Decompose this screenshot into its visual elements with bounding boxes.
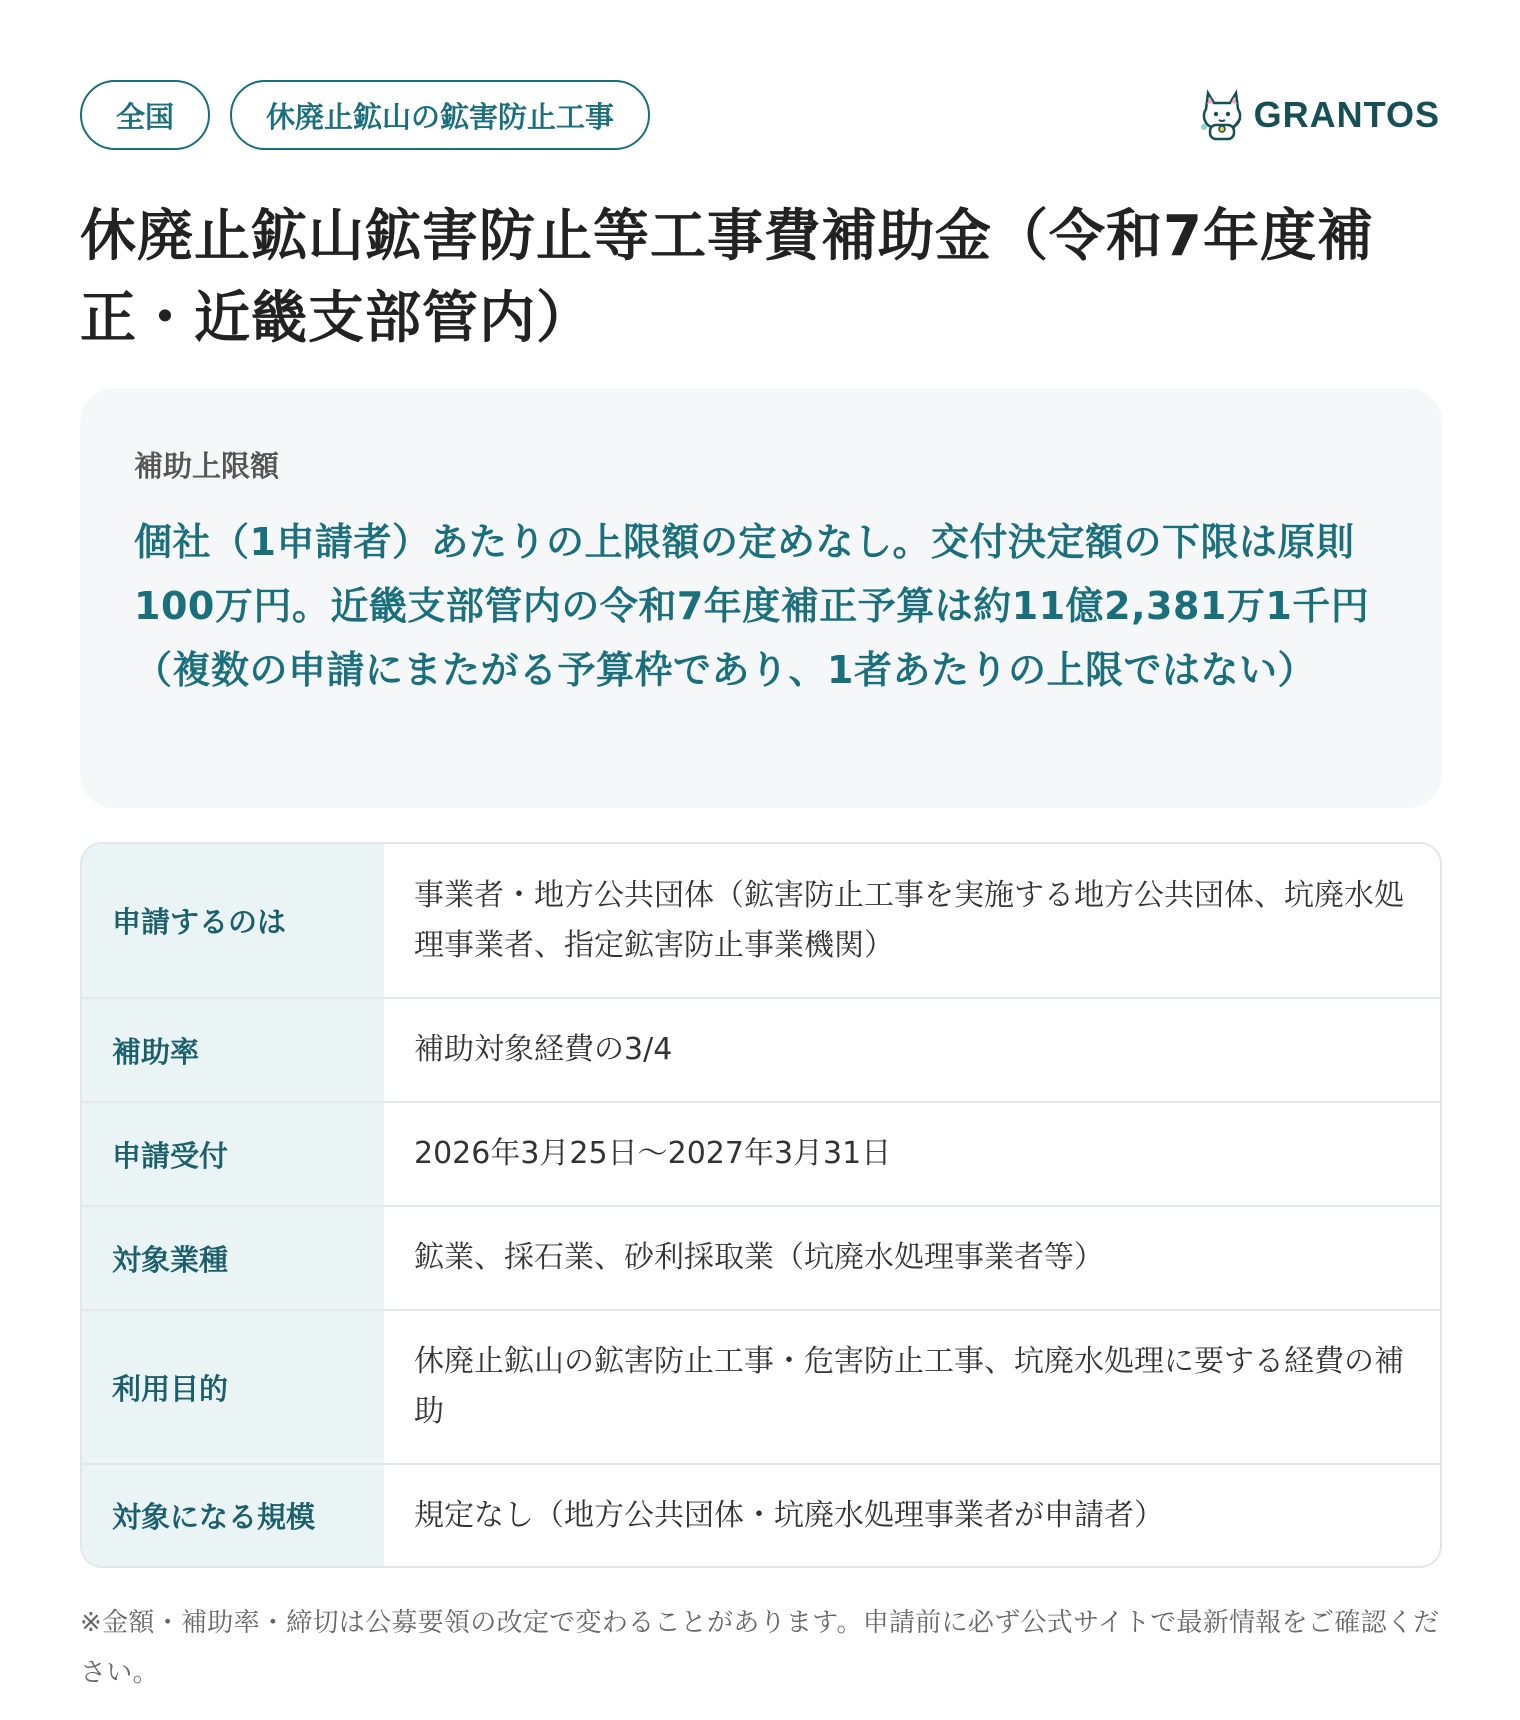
tag-category[interactable]: 休廃止鉱山の鉱害防止工事 (230, 80, 650, 150)
row-label: 申請受付 (82, 1103, 384, 1205)
maneki-neko-cat-icon (1198, 87, 1246, 143)
table-row-scale (82, 1463, 1440, 1566)
page-title: 休廃止鉱山鉱害防止等工事費補助金（令和7年度補正・近畿支部管内） (80, 204, 1374, 351)
table-row-rate (82, 997, 1440, 1101)
row-value: 休廃止鉱山の鉱害防止工事・危害防止工事、坑廃水処理に要する経費の補助 (414, 1344, 1404, 1429)
row-value: 鉱業、採石業、砂利採取業（坑廃水処理事業者等） (414, 1240, 1104, 1275)
info-table (80, 842, 1442, 1568)
tag-region[interactable]: 全国 (80, 80, 210, 150)
subsidy-limit-text: 個社（1申請者）あたりの上限額の定めなし。交付決定額の下限は原則100万円。近畿支部管内の令和7年度補正予算は約11億2,381万1千円（複数の申請にまたがる予算枠であり、1者あたりの上限ではない） (134, 520, 1370, 692)
footnote: ※金額・補助率・締切は公募要領の改定で変わることがあります。申請前に必ず公式サイトで最新情報をご確認ください。 (80, 1608, 1440, 1688)
brand-name: GRANTOS (1253, 94, 1440, 135)
row-label: 補助率 (82, 999, 384, 1101)
row-value: 補助対象経費の3/4 (414, 1032, 673, 1067)
row-label: 利用目的 (82, 1311, 384, 1463)
subsidy-limit-box (80, 388, 1442, 808)
header (80, 80, 1440, 150)
row-value: 事業者・地方公共団体（鉱害防止工事を実施する地方公共団体、坑廃水処理事業者、指定鉱害防止事業機関） (414, 877, 1404, 963)
row-label: 対象になる規模 (82, 1465, 384, 1566)
row-value: 規定なし（地方公共団体・坑廃水処理事業者が申請者） (414, 1497, 1164, 1533)
table-row-purpose (82, 1309, 1440, 1463)
brand-logo-link[interactable] (1198, 87, 1440, 143)
row-label: 対象業種 (82, 1207, 384, 1309)
subsidy-limit-label: 補助上限額 (134, 449, 280, 483)
table-row-period (82, 1101, 1440, 1205)
table-row-industry (82, 1205, 1440, 1309)
tag-list (80, 80, 650, 150)
table-row-applicant (82, 844, 1440, 997)
row-value: 2026年3月25日〜2027年3月31日 (414, 1136, 892, 1171)
row-label: 申請するのは (82, 844, 384, 997)
